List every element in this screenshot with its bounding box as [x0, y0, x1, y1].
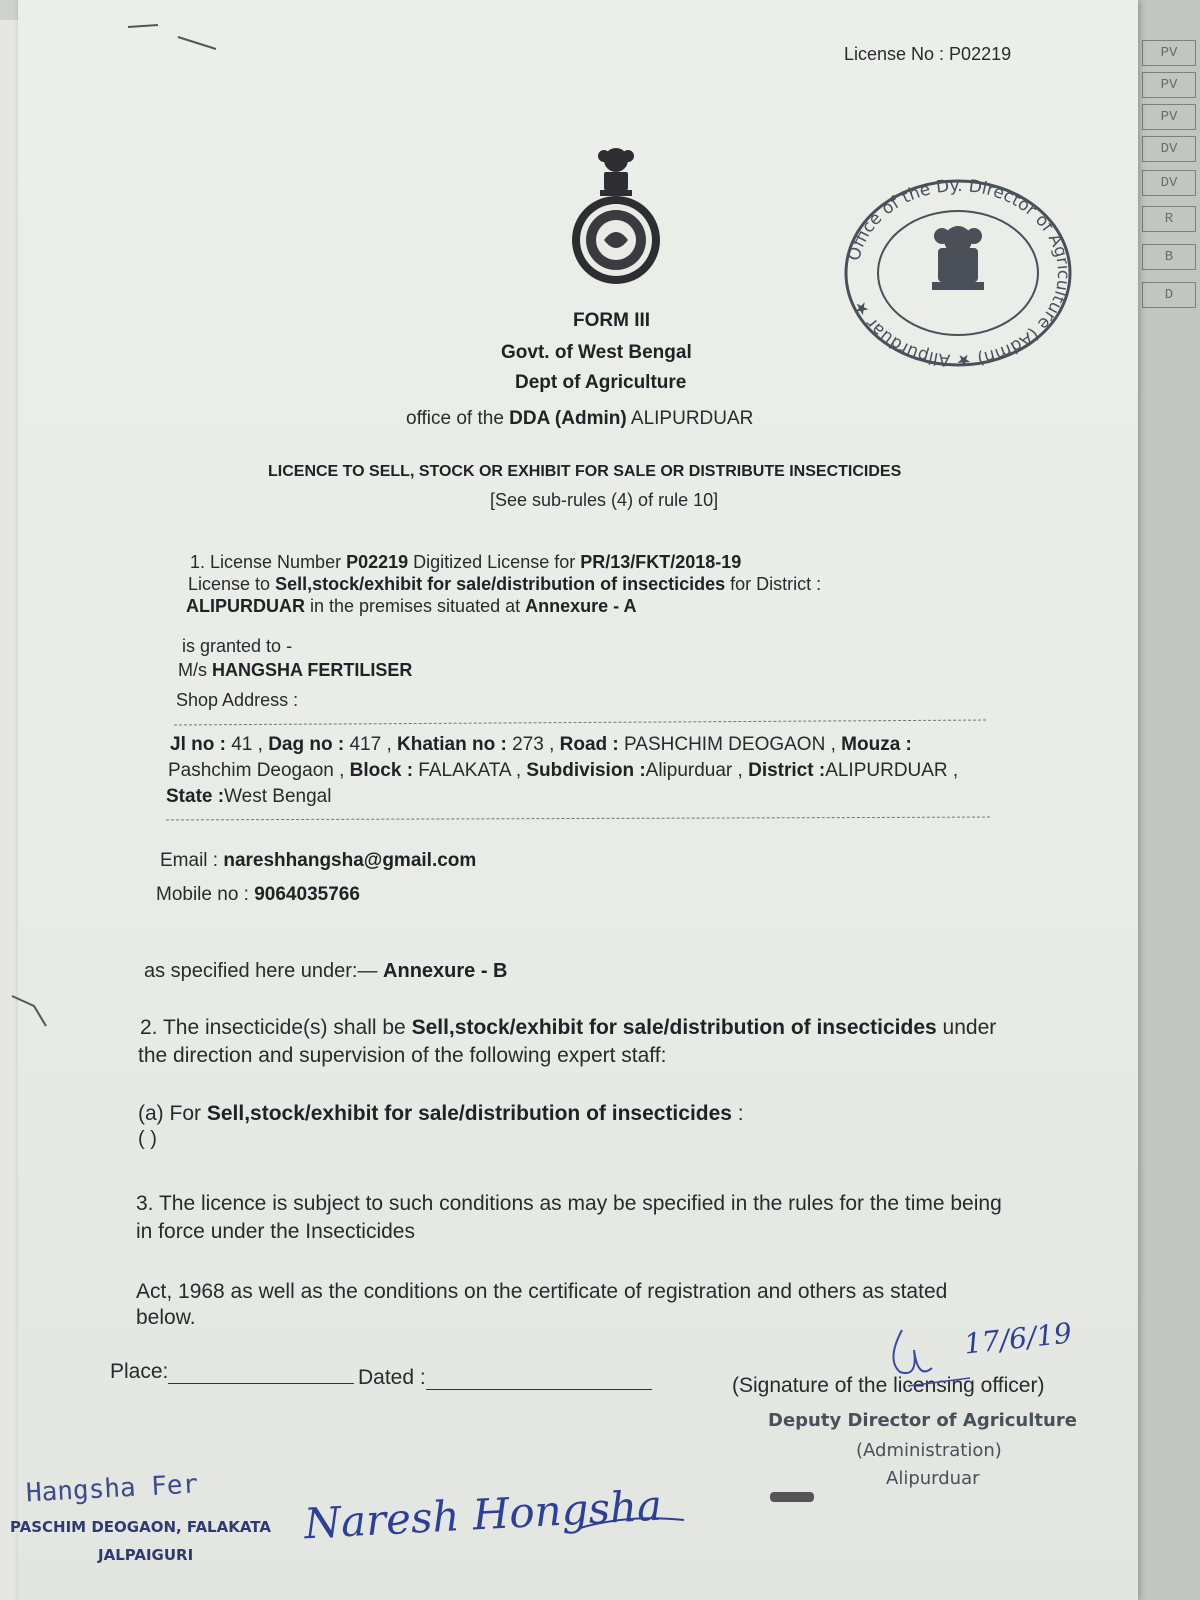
margin-mark: PV	[1142, 40, 1196, 66]
firm-stamp-line-1: Hangsha Fer	[25, 1469, 199, 1509]
header-license-number: License No : P02219	[844, 44, 1012, 64]
form-title: FORM III	[573, 310, 651, 331]
margin-mark: DV	[1142, 170, 1196, 196]
margin-mark: R	[1142, 206, 1196, 232]
pencil-tick-icon	[8, 990, 68, 1040]
state-emblem-icon	[566, 140, 666, 290]
officer-date: 17/6/19	[962, 1316, 1074, 1361]
dept-name: Dept of Agriculture	[515, 372, 687, 393]
act-line-2: below.	[136, 1306, 196, 1329]
margin-mark: D	[1142, 282, 1196, 308]
firm-stamp-line-3: JALPAIGURI	[98, 1546, 194, 1564]
firm-name: M/s HANGSHA FERTILISER	[178, 660, 413, 680]
officer-stamp-line-2: (Administration)	[856, 1440, 1002, 1461]
paragraph-3-line-1: 3. The licence is subject to such conditions as may be specified in the rules for the time being	[136, 1192, 1002, 1215]
office-line: office of the DDA (Admin) ALIPURDUAR	[406, 408, 754, 429]
granted-to-label: is granted to -	[182, 636, 293, 656]
licence-number-line: 1. License Number P02219 Digitized License for PR/13/FKT/2018-19	[190, 552, 742, 572]
act-line-1: Act, 1968 as well as the conditions on the certificate of registration and others as stated	[136, 1280, 948, 1303]
dated-field: Dated :	[358, 1366, 652, 1390]
officer-stamp-line-3: Alipurduar	[886, 1468, 980, 1489]
signature-flourish-icon	[578, 1508, 688, 1538]
margin-mark: DV	[1142, 136, 1196, 162]
paragraph-2-line-2: the direction and supervision of the following expert staff:	[138, 1044, 667, 1067]
ink-smudge	[770, 1492, 814, 1502]
address-divider-bottom	[166, 817, 990, 821]
firm-stamp-line-2: PASCHIM DEOGAON, FALAKATA	[10, 1518, 271, 1536]
pencil-mark-icon	[118, 15, 238, 65]
licence-premises-line: ALIPURDUAR in the premises situated at Annexure - A	[186, 596, 637, 616]
signature-caption: (Signature of the licensing officer)	[732, 1374, 1045, 1397]
licensee-signature: Naresh Hongsha	[302, 1480, 664, 1549]
address-divider-top	[174, 720, 986, 726]
licence-purpose-line: License to Sell,stock/exhibit for sale/distribution of insecticides for District :	[188, 574, 822, 594]
subrule-reference: [See sub-rules (4) of rule 10]	[490, 490, 719, 510]
margin-mark: PV	[1142, 104, 1196, 130]
margin-mark: PV	[1142, 72, 1196, 98]
seal-ring-text: Office of the Dy. Director of Agriculture (Admn) ★ Alipurduar ★	[844, 178, 1074, 368]
margin-mark: B	[1142, 244, 1196, 270]
address-line-3: State :West Bengal	[166, 786, 332, 807]
specified-line: as specified here under:— Annexure - B	[144, 960, 508, 982]
official-seal	[838, 178, 1078, 368]
email-line: Email : nareshhangsha@gmail.com	[160, 850, 477, 871]
shop-address-label: Shop Address :	[176, 690, 299, 710]
licence-document	[10, 0, 1138, 1600]
govt-name: Govt. of West Bengal	[501, 342, 692, 363]
address-line-1: Jl no : 41 , Dag no : 417 , Khatian no : 273 , Road : PASHCHIM DEOGAON , Mouza :	[170, 734, 912, 755]
paragraph-a-parens: ( )	[138, 1128, 157, 1150]
officer-stamp-line-1: Deputy Director of Agriculture	[768, 1410, 1077, 1431]
mobile-line: Mobile no : 9064035766	[156, 884, 360, 905]
adjacent-register-page	[1138, 0, 1200, 1600]
paragraph-3-line-2: in force under the Insecticides	[136, 1220, 415, 1243]
licence-title: LICENCE TO SELL, STOCK OR EXHIBIT FOR SALE OR DISTRIBUTE INSECTICIDES	[268, 463, 902, 480]
place-field: Place:	[110, 1360, 354, 1384]
paragraph-2-line-1: 2. The insecticide(s) shall be Sell,stock/exhibit for sale/distribution of insecticides under	[140, 1016, 997, 1039]
paragraph-a-line-1: (a) For Sell,stock/exhibit for sale/distribution of insecticides :	[138, 1102, 744, 1125]
address-line-2: Pashchim Deogaon , Block : FALAKATA , Subdivision :Alipurduar , District :ALIPURDUAR ,	[168, 760, 959, 781]
